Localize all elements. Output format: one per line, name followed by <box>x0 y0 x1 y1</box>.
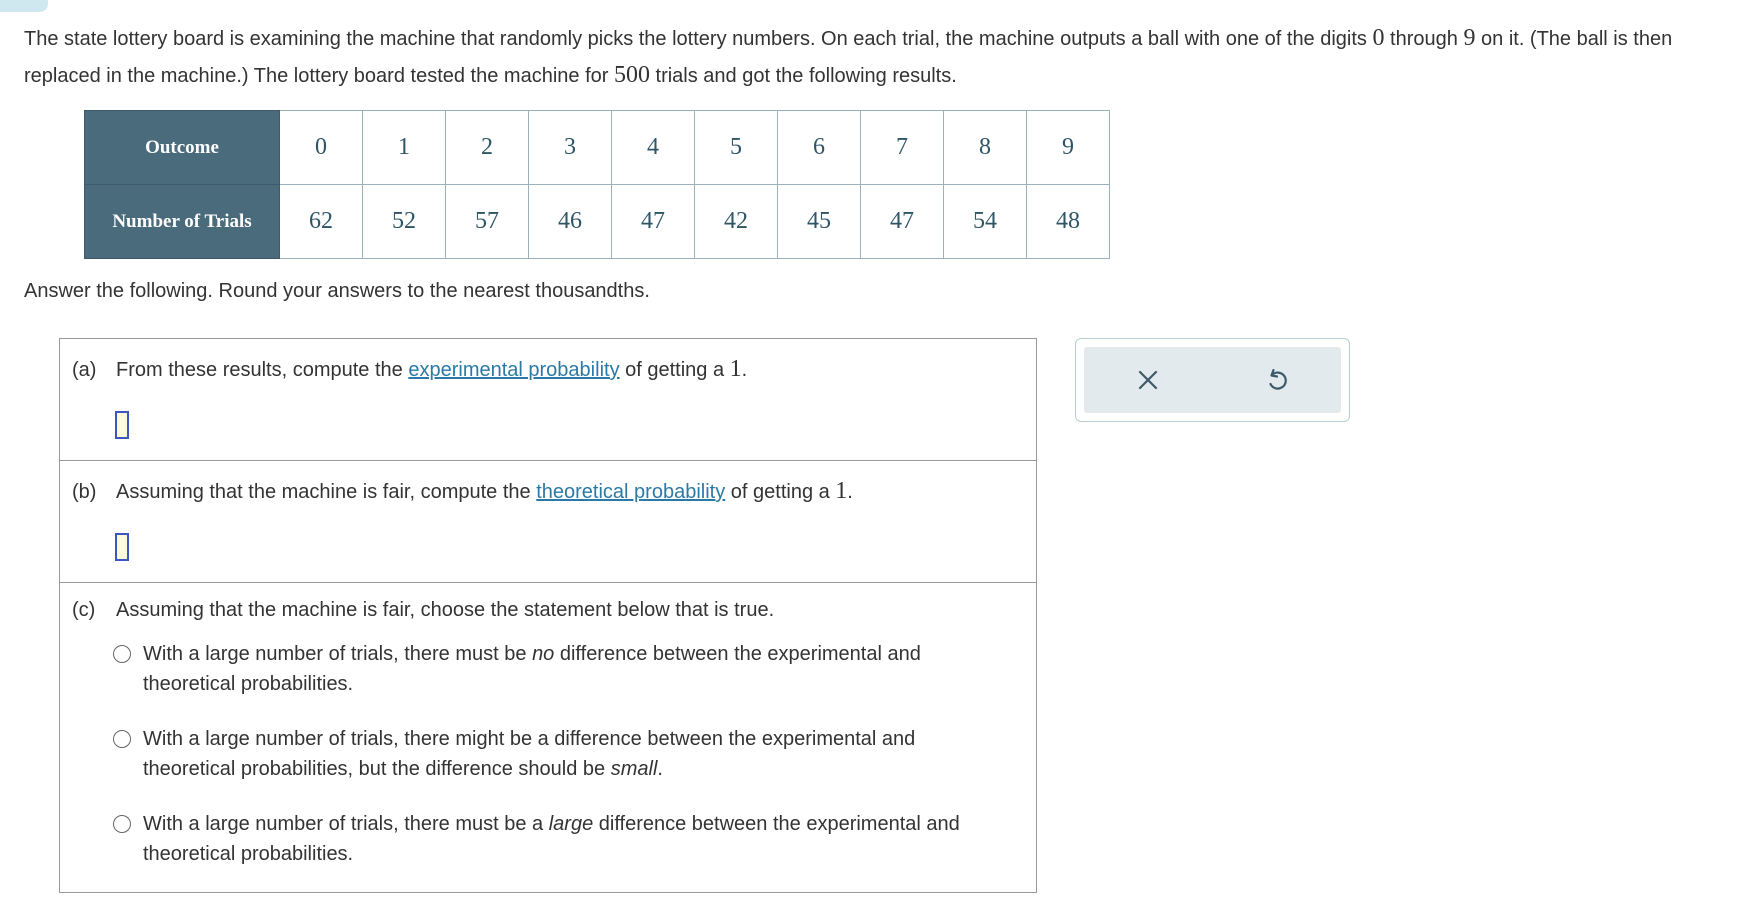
part-b <box>60 461 1036 583</box>
option-emphasis: no <box>532 643 555 665</box>
intro-text: The state lottery board is examining the machine that randomly picks the lottery numbers. On each trial, the machine outputs a ball with one of the digits <box>24 28 1373 50</box>
question-box <box>59 338 1037 893</box>
question-text: Assuming that the machine is fair, compute the <box>116 481 537 503</box>
question-text: of getting a <box>725 481 836 503</box>
count-cell: 47 <box>612 185 695 259</box>
question-text: of getting a <box>619 359 730 381</box>
outcome-cell: 7 <box>861 111 944 185</box>
results-table <box>84 110 1110 259</box>
count-cell: 42 <box>695 185 778 259</box>
undo-button[interactable] <box>1213 347 1342 413</box>
count-cell: 54 <box>944 185 1027 259</box>
action-panel <box>1075 338 1350 422</box>
option-line: theoretical probabilities. <box>143 673 354 695</box>
x-icon <box>1137 369 1159 391</box>
answer-input-a[interactable] <box>115 411 129 439</box>
question-text: Assuming that the machine is fair, choose the statement below that is true. <box>116 599 775 621</box>
count-cell: 45 <box>778 185 861 259</box>
trials-count: 500 <box>613 62 650 88</box>
instructions: Answer the following. Round your answers to the nearest thousandths. <box>24 280 650 302</box>
option-text <box>143 809 960 869</box>
radio-button[interactable] <box>113 645 131 663</box>
count-cell: 62 <box>280 185 363 259</box>
target-digit: 1 <box>835 478 848 504</box>
option-line: With a large number of trials, there might be a difference between the experimental and <box>143 728 916 750</box>
outcome-cell: 6 <box>778 111 861 185</box>
option-line: With a large number of trials, there must be <box>143 643 533 665</box>
outcome-cell: 8 <box>944 111 1027 185</box>
part-c <box>60 583 1036 894</box>
count-cell: 48 <box>1027 185 1110 259</box>
answer-input-b[interactable] <box>115 533 129 561</box>
option-line: difference between the experimental and <box>554 643 921 665</box>
trials-row <box>85 185 1110 259</box>
part-a <box>60 339 1036 461</box>
count-cell: 52 <box>363 185 446 259</box>
part-a-question <box>72 355 747 384</box>
part-b-question <box>72 477 853 506</box>
trials-header: Number of Trials <box>85 185 280 259</box>
target-digit: 1 <box>729 356 742 382</box>
part-label: (b) <box>72 481 97 503</box>
count-cell: 47 <box>861 185 944 259</box>
action-bar <box>1084 347 1341 413</box>
radio-button[interactable] <box>113 815 131 833</box>
option-text <box>143 724 915 784</box>
outcome-cell: 0 <box>280 111 363 185</box>
option-line: theoretical probabilities, but the difference should be <box>143 758 611 780</box>
outcome-cell: 1 <box>363 111 446 185</box>
option-line: difference between the experimental and <box>593 813 960 835</box>
digit-high: 9 <box>1463 25 1476 51</box>
outcome-header: Outcome <box>85 111 280 185</box>
question-text: . <box>847 481 853 503</box>
option-emphasis: large <box>548 813 594 835</box>
outcome-cell: 3 <box>529 111 612 185</box>
count-cell: 57 <box>446 185 529 259</box>
problem-statement <box>24 20 1754 94</box>
option-text <box>143 639 921 699</box>
outcome-cell: 2 <box>446 111 529 185</box>
part-c-question <box>72 596 774 624</box>
question-text: From these results, compute the <box>116 359 409 381</box>
part-label: (c) <box>72 599 96 621</box>
intro-text: through <box>1384 28 1464 50</box>
top-tab-edge <box>0 0 48 12</box>
part-label: (a) <box>72 359 97 381</box>
clear-button[interactable] <box>1084 347 1213 413</box>
undo-icon <box>1265 367 1289 393</box>
option-line: theoretical probabilities. <box>143 843 354 865</box>
outcome-cell: 5 <box>695 111 778 185</box>
option-line: . <box>657 758 663 780</box>
question-text: . <box>741 359 748 381</box>
theoretical-probability-link[interactable]: theoretical probability <box>536 481 726 503</box>
option-line: With a large number of trials, there must be a <box>143 813 549 835</box>
digit-low: 0 <box>1372 25 1385 51</box>
outcome-cell: 9 <box>1027 111 1110 185</box>
outcome-row <box>85 111 1110 185</box>
option-emphasis: small <box>610 758 658 780</box>
radio-button[interactable] <box>113 730 131 748</box>
experimental-probability-link[interactable]: experimental probability <box>408 359 620 381</box>
intro-text: on it. (The ball is then replaced in the machine.) The lottery board tested the machine for <box>24 28 1673 87</box>
intro-text: trials and got the following results. <box>649 65 957 87</box>
count-cell: 46 <box>529 185 612 259</box>
outcome-cell: 4 <box>612 111 695 185</box>
